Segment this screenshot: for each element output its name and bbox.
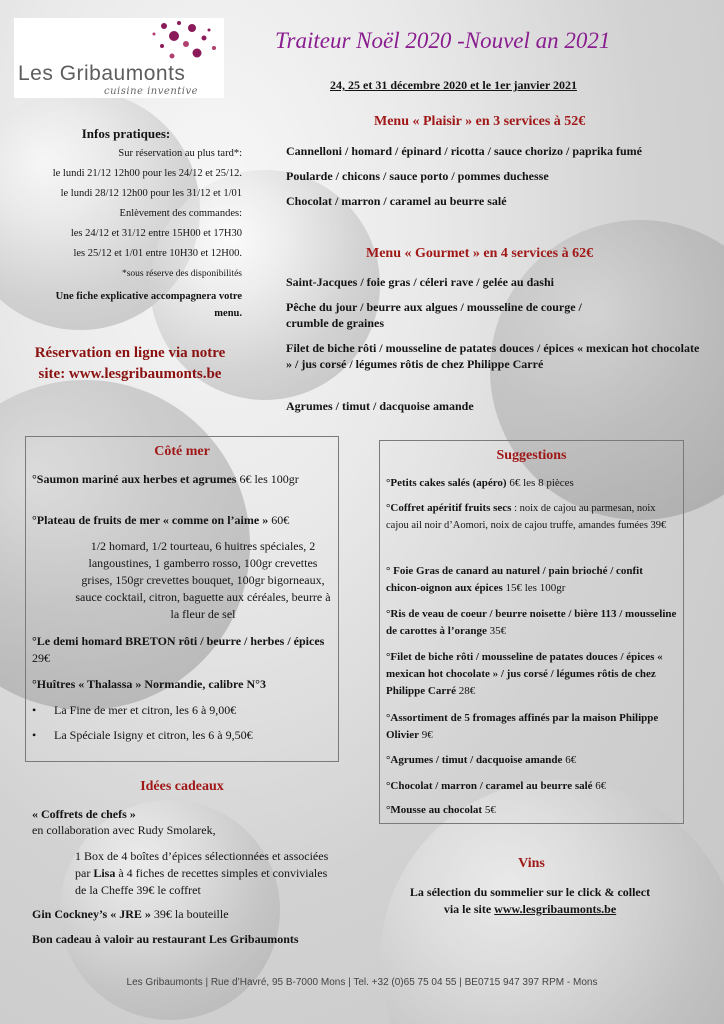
logo-dots-icon [14, 18, 224, 62]
bullet-icon: • [32, 728, 37, 742]
vins-text: La sélection du sommelier sur le click & collect via le site www.lesgribaumonts.be [409, 885, 651, 916]
menu-item: Cannelloni / homard / épinard / ricotta / sauce chorizo / paprika fumé [286, 144, 642, 158]
menu-item: °Saumon mariné aux herbes et agrumes 6€ les 100gr [32, 472, 299, 486]
infos-heading: Infos pratiques: [81, 126, 171, 141]
reservation-link[interactable]: Réservation en ligne via notre site: www.lesgribaumonts.be [34, 345, 226, 382]
idees-cadeaux-heading: Idées cadeaux [140, 779, 224, 794]
infos-line: le lundi 21/12 12h00 pour les 24/12 et 25/12. [52, 168, 242, 179]
menu-item: °Plateau de fruits de mer « comme on l’aime » 60€ [32, 513, 290, 527]
coffrets-subtitle: en collaboration avec Rudy Smolarek, [32, 823, 216, 837]
fiche-explicative: Une fiche explicative accompagnera votre menu. [55, 291, 242, 319]
menu-item: °Agrumes / timut / dacquoise amande 6€ [386, 754, 577, 766]
list-item: • La Spéciale Isigny et citron, les 6 à 9,50€ [32, 728, 253, 742]
infos-line: les 25/12 et 1/01 entre 10H30 et 12H00. [73, 248, 242, 259]
box-description: 1 Box de 4 boîtes d’épices sélectionnées et associées par Lisa à 4 fiches de recettes simples et conviviales de la Cheffe 39€ le coffret [75, 849, 329, 897]
plateau-description: 1/2 homard, 1/2 tourteau, 6 huitres spéciales, 2 langoustines, 1 gamberro rosso, 100gr crevettes grises, 150gr crevettes bouquet, 100gr bigorneaux, sauce cocktail, citron, baguette aux céréales, beurre à la fleur de sel [75, 539, 331, 621]
gift-item: Bon cadeau à valoir au restaurant Les Gribaumonts [32, 932, 299, 946]
menu-item: Agrumes / timut / dacquoise amande [286, 399, 474, 413]
infos-line: Enlèvement des commandes: [119, 208, 242, 219]
menu-item: Saint-Jacques / foie gras / céleri rave / gelée au dashi [286, 275, 554, 289]
menu-item: °Assortiment de 5 fromages affinés par la maison Philippe Olivier 9€ [386, 712, 659, 741]
event-dates: 24, 25 et 31 décembre 2020 et le 1er janvier 2021 [330, 78, 577, 92]
menu-item: °Le demi homard BRETON rôti / beurre / herbes / épices 29€ [32, 634, 325, 665]
vins-heading: Vins [518, 856, 545, 871]
menu-item: Pêche du jour / beurre aux algues / mousseline de courge / crumble de graines [286, 300, 582, 330]
menu-item: Filet de biche rôti / mousseline de patates douces / épices « mexican hot chocolate » / jus corsé / légumes rôtis de chez Philippe Carré [286, 341, 700, 371]
logo-tagline: cuisine inventive [104, 86, 199, 97]
menu-item: °Mousse au chocolat 5€ [386, 804, 496, 816]
menu-item: °Huîtres « Thalassa » Normandie, calibre N°3 [32, 677, 266, 691]
logo-name: Les Gribaumonts [18, 62, 186, 85]
infos-note: *sous réserve des disponibilités [121, 269, 242, 279]
menu-item: Chocolat / marron / caramel au beurre salé [286, 194, 507, 208]
footer: Les Gribaumonts | Rue d’Havré, 95 B-7000 Mons | Tel. +32 (0)65 75 04 55 | BE0715 947 397 RPM - Mons [126, 977, 598, 988]
infos-line: le lundi 28/12 12h00 pour les 31/12 et 1/01 [60, 188, 242, 199]
coffrets-title: « Coffrets de chefs » [32, 807, 136, 821]
menu-plaisir-heading: Menu « Plaisir » en 3 services à 52€ [374, 114, 586, 129]
infos-line: Sur réservation au plus tard*: [118, 148, 242, 159]
menu-item: °Petits cakes salés (apéro) 6€ les 8 pièces [386, 477, 574, 489]
website-link[interactable]: www.lesgribaumonts.be [494, 902, 617, 916]
logo [14, 18, 224, 98]
cote-mer-heading: Côté mer [154, 444, 210, 459]
page-title: Traiteur Noël 2020 -Nouvel an 2021 [275, 28, 611, 53]
list-item: • La Fine de mer et citron, les 6 à 9,00€ [32, 703, 237, 717]
menu-item: °Chocolat / marron / caramel au beurre salé 6€ [386, 780, 607, 792]
menu-item: Poularde / chicons / sauce porto / pommes duchesse [286, 169, 549, 183]
menu-item: °Coffret apéritif fruits secs : noix de cajou au parmesan, noix cajou ail noir d’Aomori, noix de cajou truffe, amandes fumées 39€ [386, 502, 667, 531]
infos-pratiques [10, 124, 242, 322]
gift-item: Gin Cockney’s « JRE » 39€ la bouteille [32, 907, 229, 921]
bullet-icon: • [32, 703, 37, 717]
menu-item: °Ris de veau de coeur / beurre noisette / bière 113 / mousseline de carottes à l’orange 35€ [386, 608, 677, 637]
suggestions-heading: Suggestions [496, 448, 567, 463]
menu-item: °Filet de biche rôti / mousseline de patates douces / épices « mexican hot chocolate » / jus corsé / légumes rôtis de chez Philippe Carré 28€ [386, 651, 663, 697]
menu-item: ° Foie Gras de canard au naturel / pain brioché / confit chicon-oignon aux épices 15€ les 100gr [386, 565, 643, 594]
infos-line: les 24/12 et 31/12 entre 15H00 et 17H30 [70, 228, 242, 239]
menu-gourmet-heading: Menu « Gourmet » en 4 services à 62€ [366, 246, 594, 261]
